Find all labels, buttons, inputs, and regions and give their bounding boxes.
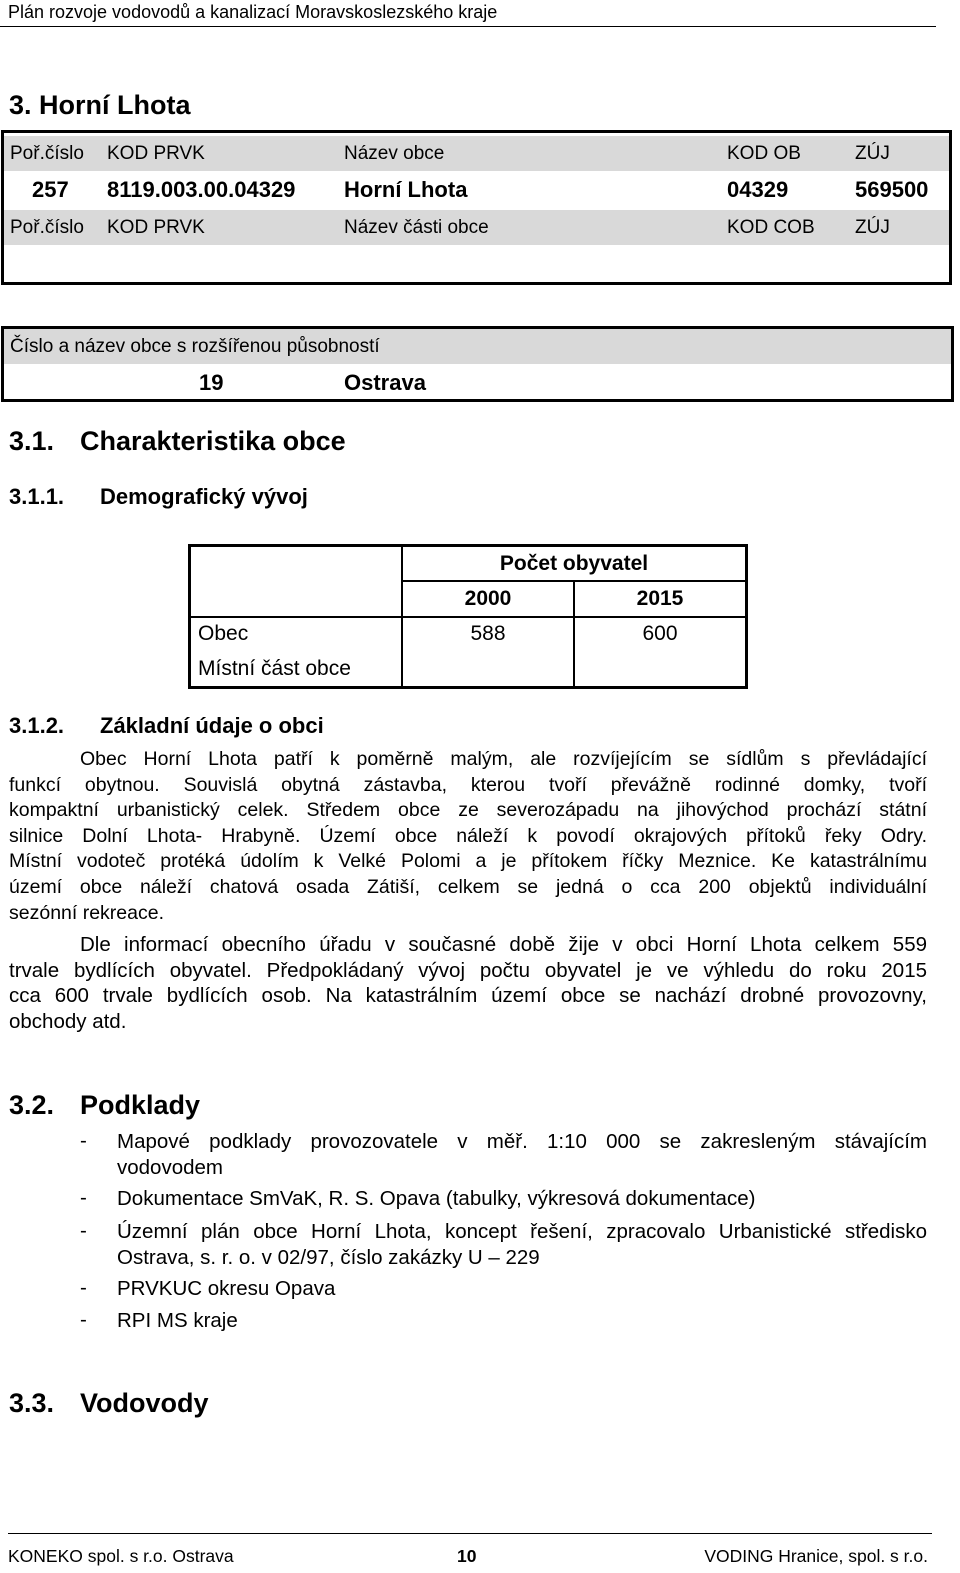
heading-3-1-title: Charakteristika obce xyxy=(80,426,346,456)
col-kod-cob: KOD COB xyxy=(727,217,815,238)
id-table-value-row xyxy=(4,171,949,209)
paragraph-line: kompaktní urbanistický celek. Středem obce ze severozápadu na jihovýchod prochází státní xyxy=(9,799,927,822)
row-label-obec: Obec xyxy=(198,622,249,645)
heading-3-2 xyxy=(9,1090,201,1121)
col-por-cislo: Poř.číslo xyxy=(10,143,84,164)
orp-label-row xyxy=(4,329,951,364)
col-kod-prvk-2: KOD PRVK xyxy=(107,217,205,238)
heading-3-2-title: Podklady xyxy=(80,1090,201,1120)
identification-table xyxy=(1,130,952,285)
footer-rule xyxy=(8,1533,932,1534)
list-dash: - xyxy=(80,1186,87,1209)
table-hline xyxy=(191,616,745,618)
heading-3-1-2-number: 3.1.2. xyxy=(9,713,65,738)
heading-3-1-number: 3.1. xyxy=(9,426,55,456)
list-item-text: Mapové podklady provozovatele v měř. 1:10 000 se zakresleným stávajícím xyxy=(117,1130,927,1153)
value-zuj: 569500 xyxy=(855,177,929,202)
value-nazev-obce: Horní Lhota xyxy=(344,177,468,202)
col-nazev-obce: Název obce xyxy=(344,143,445,164)
orp-label: Číslo a název obce s rozšířenou působností xyxy=(10,336,380,357)
year-2000: 2000 xyxy=(464,587,512,610)
id-table-part-header-row xyxy=(4,210,949,245)
population-caption: Počet obyvatel xyxy=(499,552,649,575)
heading-3-3 xyxy=(9,1388,209,1419)
table-hline xyxy=(401,580,745,582)
heading-3-3-title: Vodovody xyxy=(80,1388,209,1418)
heading-3-2-number: 3.2. xyxy=(9,1090,55,1120)
header-rule xyxy=(0,26,936,27)
col-por-cislo-2: Poř.číslo xyxy=(10,217,84,238)
paragraph-line: Místní vodoteč protéká údolím k Velké Polomi a je přítokem říčky Meznice. Ke katastrálnímu xyxy=(9,850,927,873)
orp-value-row xyxy=(4,365,951,401)
value-kod-prvk: 8119.003.00.04329 xyxy=(107,177,296,202)
col-zuj: ZÚJ xyxy=(855,143,890,164)
col-kod-ob: KOD OB xyxy=(727,143,801,164)
id-table-header-row xyxy=(4,136,949,171)
paragraph-line: silnice Dolní Lhota- Hrabyně. Území obce náleží k povodí okrajových přítoků řeky Odry. xyxy=(9,824,927,847)
list-item-text: Ostrava, s. r. o. v 02/97, číslo zakázky U – 229 xyxy=(117,1246,540,1269)
orp-name: Ostrava xyxy=(344,370,426,395)
paragraph-line: funkcí obytnou. Souvislá obytná zástavba, kterou tvoří převážně rodinné domky, tvoří xyxy=(9,773,927,796)
heading-3-1-2-title: Základní údaje o obci xyxy=(100,713,324,738)
row-label-mistni-cast: Místní část obce xyxy=(198,657,351,680)
col-nazev-casti-obce: Název části obce xyxy=(344,217,489,238)
paragraph-line: obchody atd. xyxy=(9,1009,127,1033)
paragraph-line: Dle informací obecního úřadu v současné době žije v obci Horní Lhota celkem 559 xyxy=(80,933,927,956)
list-item-text: Územní plán obce Horní Lhota, koncept řešení, zpracovalo Urbanistické středisko xyxy=(117,1220,927,1243)
footer-left: KONEKO spol. s r.o. Ostrava xyxy=(8,1546,234,1566)
paragraph-basic-info xyxy=(9,747,927,926)
list-item-text: Dokumentace SmVaK, R. S. Opava (tabulky, výkresová dokumentace) xyxy=(117,1187,756,1210)
list-item-text: vodovodem xyxy=(117,1156,223,1179)
col-kod-prvk: KOD PRVK xyxy=(107,143,205,164)
heading-3-1-2 xyxy=(9,713,324,739)
paragraph-line: trvale bydlících obyvatel. Předpokládaný vývoj počtu obyvatel je ve výhledu do roku 2015 xyxy=(9,958,927,982)
list-dash: - xyxy=(80,1276,87,1299)
list-item-text: RPI MS kraje xyxy=(117,1309,238,1332)
footer-right: VODING Hranice, spol. s r.o. xyxy=(704,1546,928,1566)
list-dash: - xyxy=(80,1219,87,1242)
value-kod-ob: 04329 xyxy=(727,177,789,202)
value-por-cislo: 257 xyxy=(32,177,69,202)
population-table xyxy=(188,544,748,689)
paragraph-line: Obec Horní Lhota patří k poměrně malým, ale rozvíjejícím se sídlům s převládající xyxy=(80,748,927,770)
list-dash: - xyxy=(80,1129,87,1152)
col-zuj-2: ZÚJ xyxy=(855,217,890,238)
paragraph-population xyxy=(9,932,927,1034)
paragraph-line: cca 600 trvale bydlících osob. Na katastrálním území obce se nachází drobné provozovny, xyxy=(9,984,927,1008)
orp-table xyxy=(1,326,954,402)
heading-3-1 xyxy=(9,426,346,457)
section-title: 3. Horní Lhota xyxy=(9,90,191,120)
paragraph-line: území obce náleží chatová osada Zátiší, celkem se jedná o cca 200 objektů individuální xyxy=(9,875,927,898)
orp-number: 19 xyxy=(199,370,224,395)
heading-3-1-1-number: 3.1.1. xyxy=(9,484,65,509)
year-2015: 2015 xyxy=(636,587,684,610)
page-number: 10 xyxy=(457,1546,477,1566)
heading-3-1-1 xyxy=(9,484,308,510)
list-item-text: PRVKUC okresu Opava xyxy=(117,1277,336,1300)
heading-3-1-1-title: Demografický vývoj xyxy=(100,484,308,509)
paragraph-line: sezónní rekreace. xyxy=(9,901,165,924)
obec-2000: 588 xyxy=(470,622,506,645)
list-dash: - xyxy=(80,1308,87,1331)
obec-2015: 600 xyxy=(642,622,678,645)
heading-3-3-number: 3.3. xyxy=(9,1388,55,1418)
document-header-title: Plán rozvoje vodovodů a kanalizací Moravskoslezského kraje xyxy=(8,2,498,22)
